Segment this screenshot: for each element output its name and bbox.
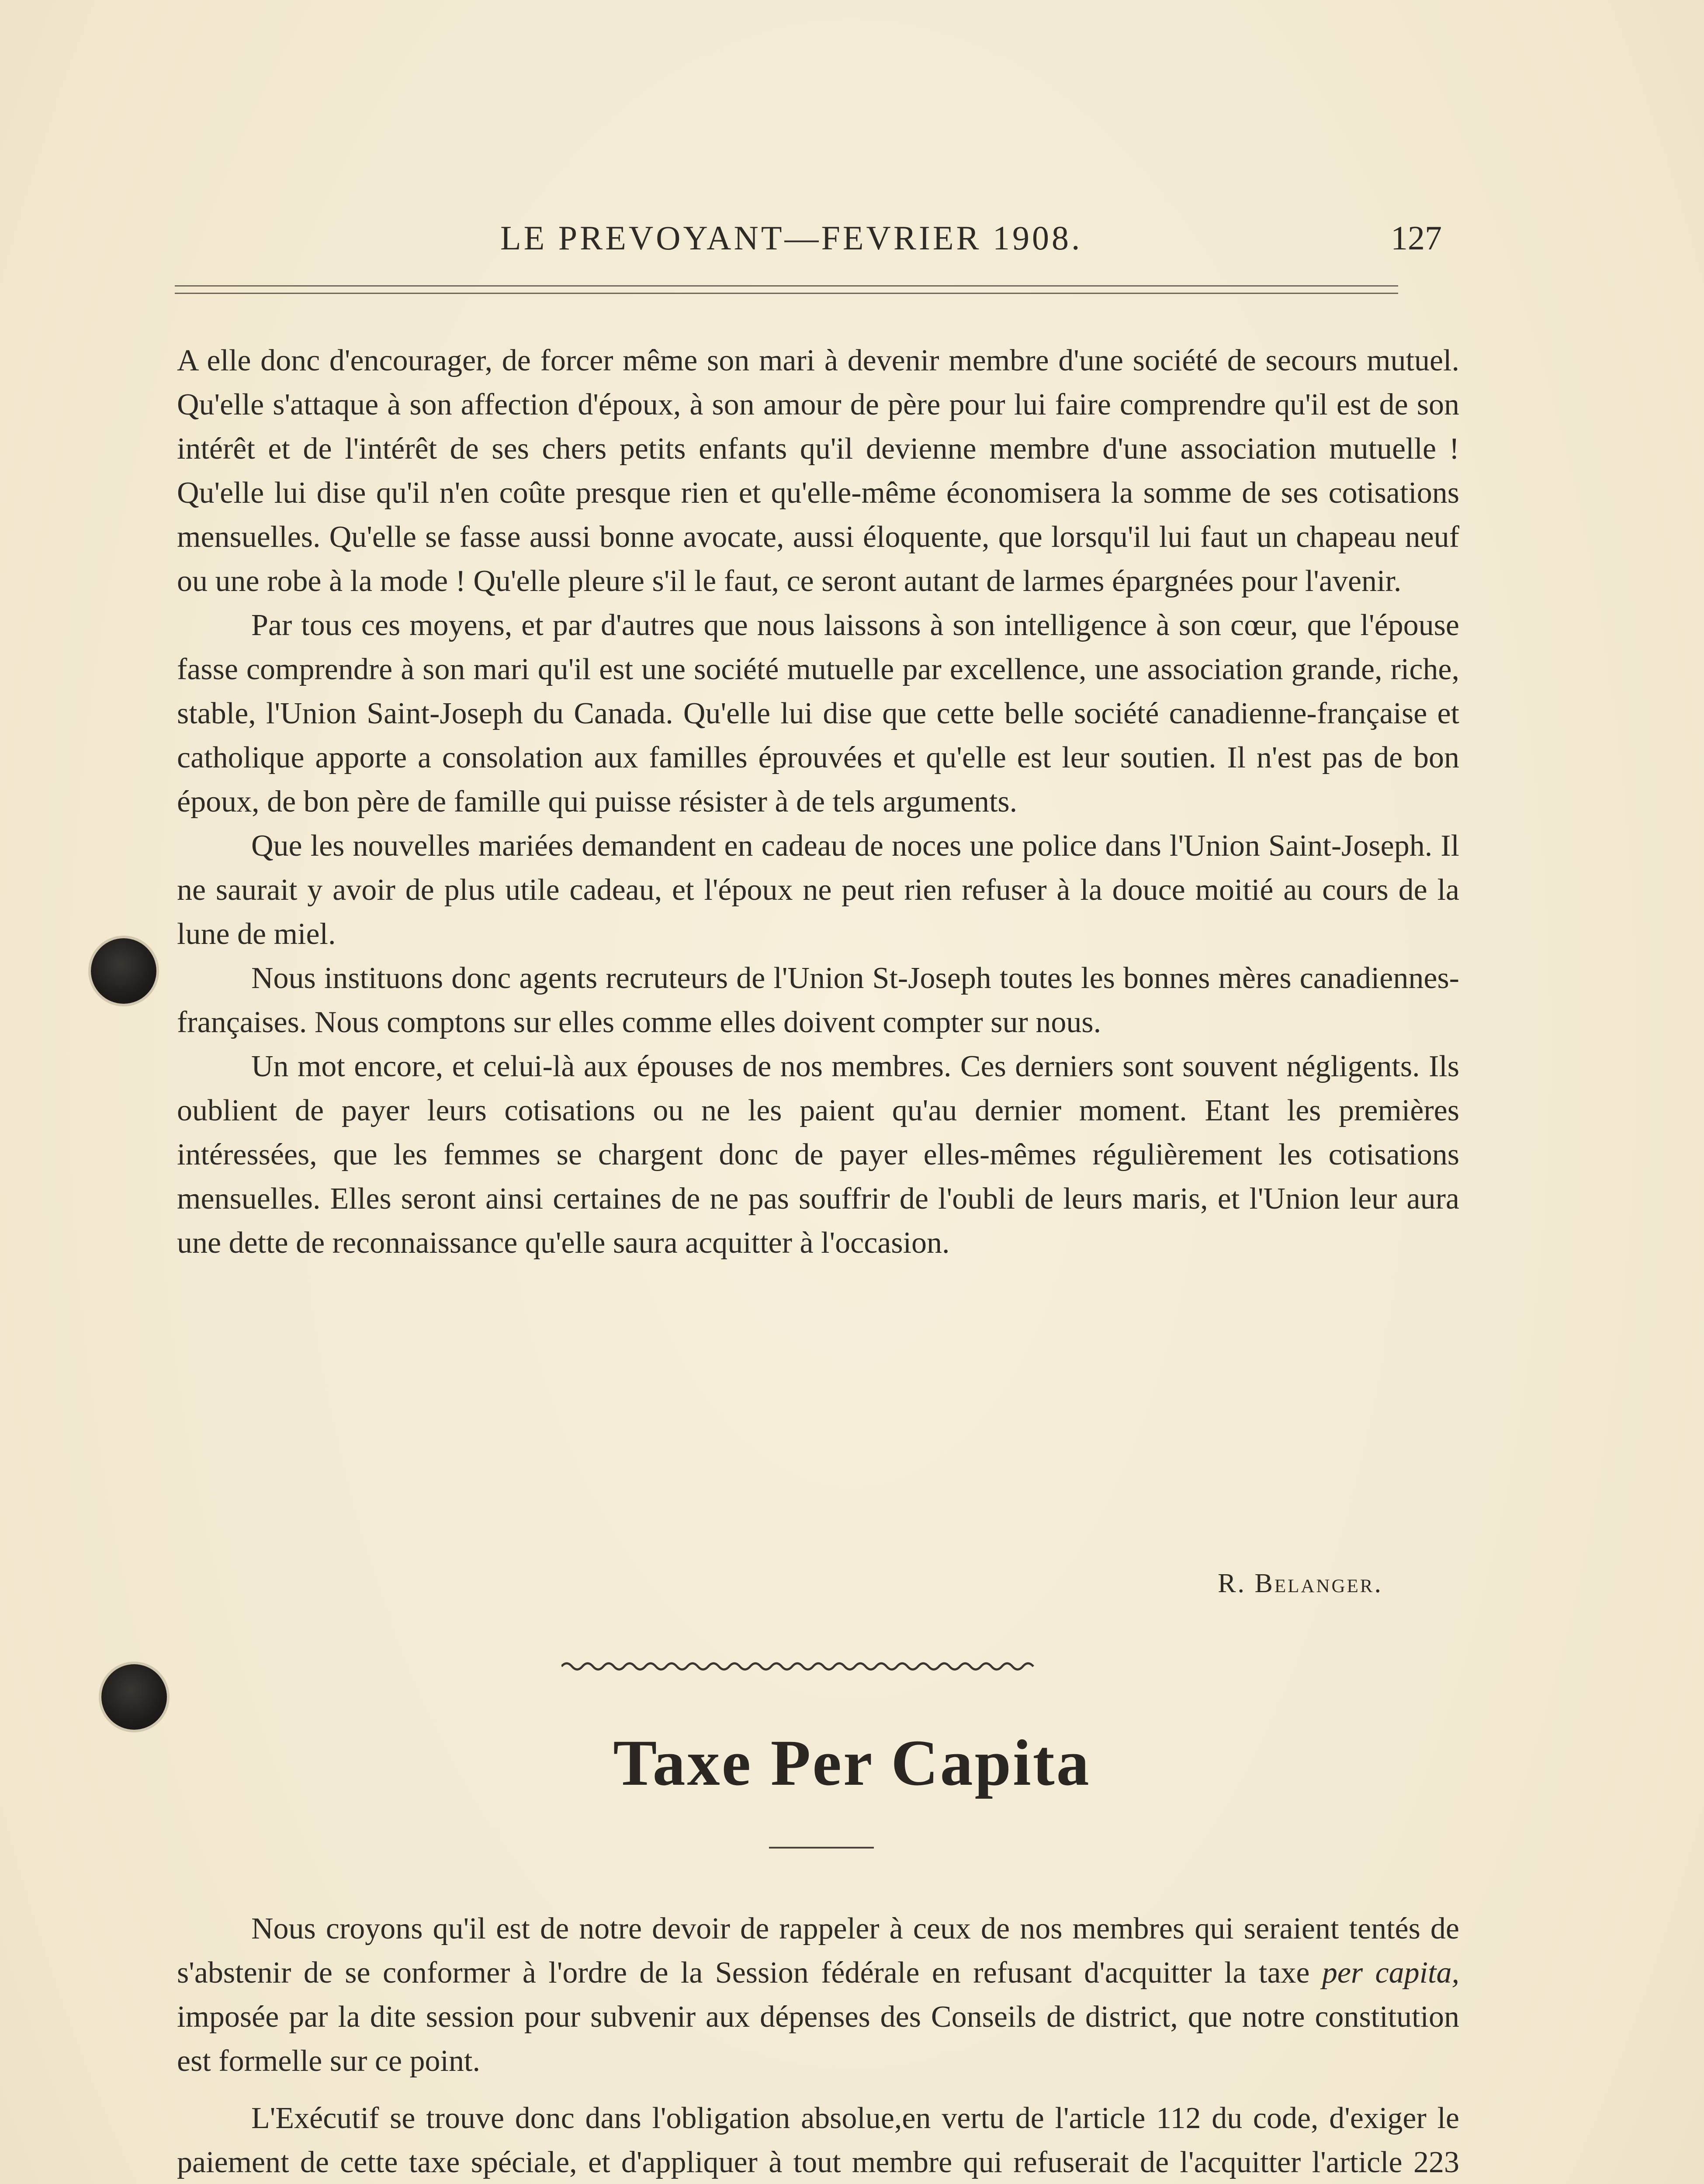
- wavy-divider-ornament: [561, 1658, 1038, 1675]
- title-underline-rule: [769, 1847, 874, 1849]
- section-title: Taxe Per Capita: [613, 1727, 1091, 1799]
- paragraph-1: A elle donc d'encourager, de forcer même son mari à devenir membre d'une société de secours mutuel. Qu'elle s'attaque à son affection d'époux, à son amour de père pour lui faire comprendre qu'il est de son intérêt et de l'intérêt de ses chers petits enfants qu'il devienne membre d'une association mutuelle ! Qu'elle lui dise qu'il n'en coûte presque rien et qu'elle-même économisera la somme de ses cotisations mensuelles. Qu'elle se fasse aussi bonne avocate, aussi éloquente, que lorsqu'il lui faut un chapeau neuf ou une robe à la mode ! Qu'elle pleure s'il le faut, ce seront autant de larmes épargnées pour l'avenir.: [177, 344, 1459, 598]
- article-body-2: [177, 1907, 1459, 2184]
- page-header: [175, 218, 1442, 266]
- paragraph-3: Que les nouvelles mariées demandent en cadeau de noces une police dans l'Union Saint-Joseph. Il ne saurait y avoir de plus utile cadeau, et l'époux ne peut rien refuser à la douce moitié au cours de la lune de miel.: [177, 829, 1459, 951]
- binding-hole-lower: [101, 1664, 167, 1730]
- paragraph-4: Nous instituons donc agents recruteurs de l'Union St-Joseph toutes les bonnes mères canadiennes-françaises. Nous comptons sur elles comme elles doivent compter sur nous.: [177, 961, 1459, 1039]
- article-body-1: [177, 339, 1459, 1265]
- paragraph-5: Un mot encore, et celui-là aux épouses de nos membres. Ces derniers sont souvent négligents. Ils oublient de payer leurs cotisations ou ne les paient qu'au dernier moment. Etant les premières intéressées, que les femmes se chargent donc de payer elles-mêmes régulièrement les cotisations mensuelles. Elles seront ainsi certaines de ne pas souffrir de l'oubli de leurs maris, et l'Union leur aura une dette de reconnaissance qu'elle saura acquitter à l'occasion.: [177, 1050, 1459, 1260]
- binding-hole-upper: [91, 938, 156, 1004]
- header-double-rule: [175, 285, 1398, 294]
- page-number: 127: [1391, 219, 1442, 257]
- capita-paragraph-2: L'Exécutif se trouve donc dans l'obligation absolue,en vertu de l'article 112 du code, d'exiger le paiement de cette taxe spéciale, et d'appliquer à tout membre qui refuserait de l'acquitter l'article 223: [177, 2101, 1459, 2179]
- capita-paragraph-1: Nous croyons qu'il est de notre devoir de rappeler à ceux de nos membres qui seraient tentés de s'abstenir de se conformer à l'ordre de la Session fédérale en refusant d'acquitter la taxe per capita, imposée par la dite session pour subvenir aux dépenses des Conseils de district, que notre constitution est formelle sur ce point.: [177, 1912, 1460, 2078]
- italic-per-capita: per capita,: [1322, 1956, 1460, 1990]
- running-title: LE PREVOYANT—FEVRIER 1908.: [500, 219, 1083, 257]
- paragraph-2: Par tous ces moyens, et par d'autres que nous laissons à son intelligence à son cœur, que l'épouse fasse comprendre à son mari qu'il est une société mutuelle par excellence, une association grande, riche, stable, l'Union Saint-Joseph du Canada. Qu'elle lui dise que cette belle société canadienne-française et catholique apporte a consolation aux familles éprouvées et qu'elle est leur soutien. Il n'est pas de bon époux, de bon père de famille qui puisse résister à de tels arguments.: [177, 608, 1459, 819]
- author-signature: R. Belanger.: [1218, 1569, 1383, 1598]
